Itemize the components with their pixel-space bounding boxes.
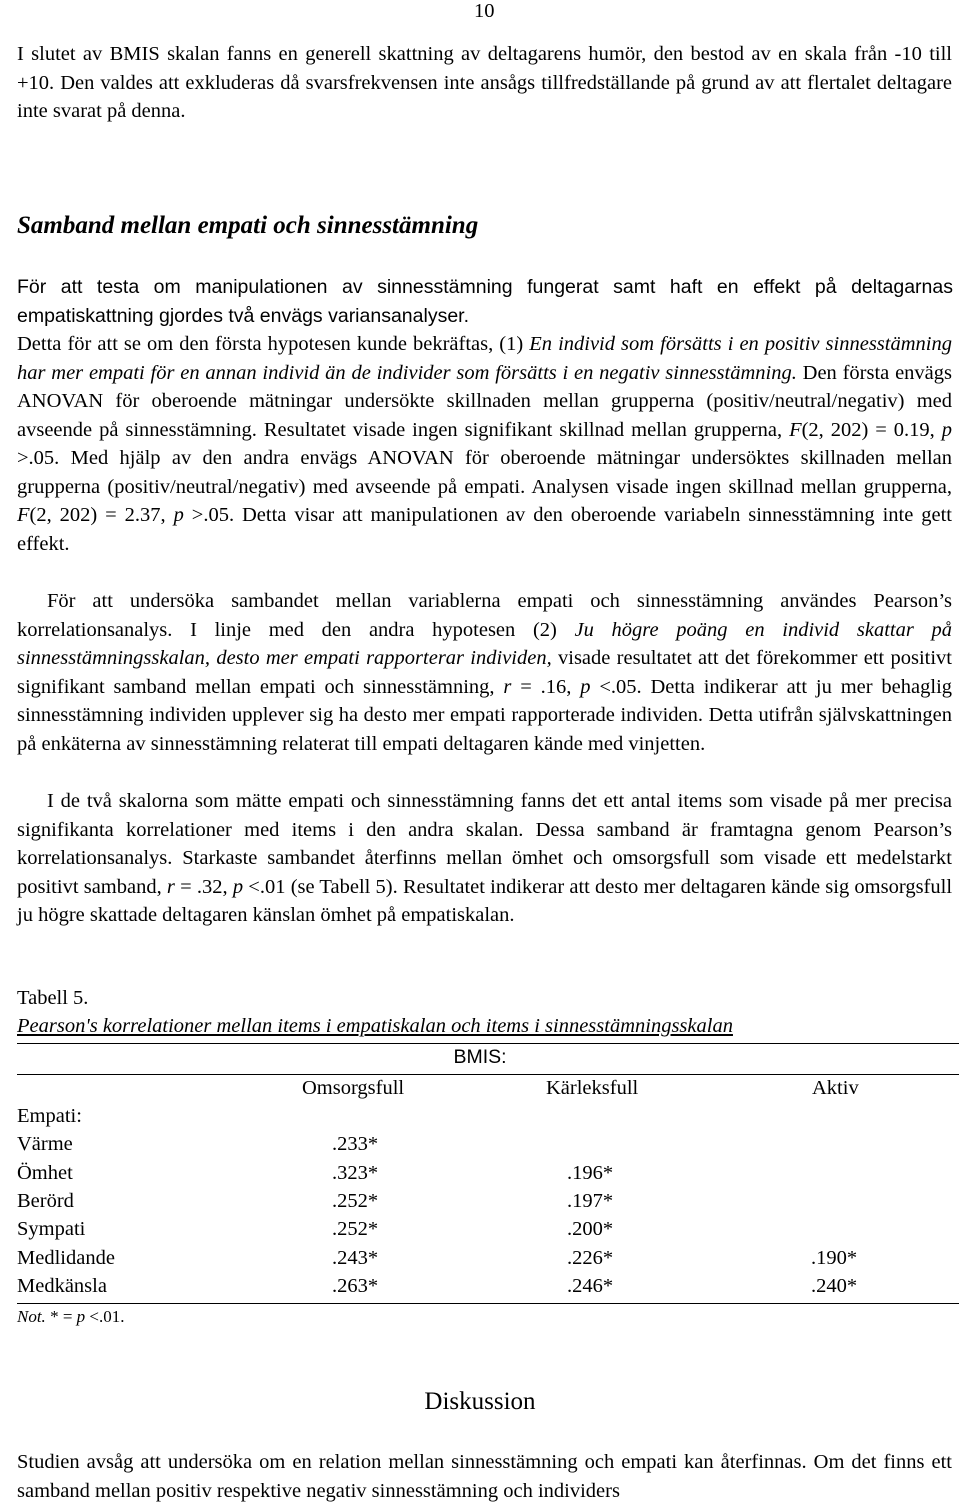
row-label: Ömhet xyxy=(17,1162,73,1184)
table-cell: .243* xyxy=(332,1247,379,1269)
para1-text-l: >.05. Detta visar att manipulationen av den oberoende variabeln sinnesstämning inte gett effekt. xyxy=(17,504,952,555)
section-heading: Samband mellan empati och sinnesstämning xyxy=(17,212,479,239)
table-group-header: BMIS: xyxy=(453,1046,507,1068)
table-cell: .196* xyxy=(567,1162,614,1184)
discussion-heading: Diskussion xyxy=(424,1388,536,1415)
stat-r-value: = .32, xyxy=(174,875,233,898)
para1-text-h: >.05. Med hjälp av den andra envägs ANOVAN för oberoende mätningar undersöktes skillnaden mellan grupperna (positiv/neutral/negativ) med avseende på empati. Analysen visade ingen skillnad mellan grupperna, xyxy=(17,447,952,498)
page-number: 10 xyxy=(474,0,495,22)
row-group-label: Empati: xyxy=(17,1105,82,1127)
column-header: Aktiv xyxy=(812,1077,859,1099)
table-cell: .252* xyxy=(332,1218,379,1240)
hypothesis-2: Ju högre poäng en individ skattar på sinnesstämningsskalan, desto mer empati rapporterar individen, xyxy=(17,618,952,669)
table-cell: .200* xyxy=(567,1218,614,1240)
para3-text-a: I de två skalorna som mätte empati och sinnesstämning fanns det ett antal items som visade på mer precisa signifikanta korrelationer med items i den andra skalan. Dessa samband är framtagna genom Pearson’s korrelationsanalys. Starkaste sambandet återfinns mellan ömhet och omsorgsfull som visade ett medelstarkt positivt samband, xyxy=(17,790,952,898)
table-top-rule xyxy=(17,1043,959,1044)
table-cell: .190* xyxy=(811,1247,858,1269)
column-header: Kärleksfull xyxy=(546,1077,639,1099)
row-label: Berörd xyxy=(17,1190,74,1212)
results-paragraph-1-cont xyxy=(17,330,952,558)
table-note xyxy=(17,1307,125,1327)
stat-r-symbol: r xyxy=(166,875,175,898)
hypothesis-1: En individ som försätts i en positiv sinnesstämning har mer empati för en annan individ än de individer som försätts i en negativ sinnesstämning. xyxy=(17,333,952,384)
column-header: Omsorgsfull xyxy=(302,1077,405,1099)
table-caption: Pearson's korrelationer mellan items i empatiskalan och items i sinnesstämningsskalan xyxy=(17,1015,733,1037)
para1-text-d: Den första envägs ANOVAN för oberoende mätningar undersökte skillnaden mellan grupperna (positiv/neutral/negativ) med avseende på sinnesstämning. Resultatet visade ingen signifikant skillnad mellan grupperna, xyxy=(17,361,952,441)
para2-text-a: För att undersöka sambandet mellan variablerna empati och sinnesstämning användes Pearson’s korrelationsanalys. I linje med den andra hypotesen (2) xyxy=(17,590,952,641)
table-cell: .263* xyxy=(332,1275,379,1297)
para1-text-b: Detta för att se om den första hypotesen kunde bekräftas, (1) xyxy=(17,333,530,355)
table-cell: .233* xyxy=(332,1133,379,1155)
row-label: Sympati xyxy=(17,1218,86,1240)
para2-text-c: visade resultatet att det förekommer ett positivt signifikant samband mellan empati och sinnesstämning, xyxy=(17,647,952,698)
stat-p-symbol: p xyxy=(580,675,591,698)
table-cell: .240* xyxy=(811,1275,858,1297)
table-cell: .226* xyxy=(567,1247,614,1269)
stat-p-symbol: p xyxy=(232,875,244,898)
para1-opening: För att testa om manipulationen av sinnesstämning fungerat samt haft en effekt på deltagarnas empatiskattning gjordes två envägs variansanalyser. xyxy=(17,276,953,327)
stat-p-symbol: p xyxy=(173,504,184,526)
table-header-rule xyxy=(17,1074,959,1075)
stat-f-value: (2, 202) = 2.37, xyxy=(29,504,174,526)
stat-r-symbol: r xyxy=(503,675,512,698)
para3-text-e: <.01 (se Tabell 5). Resultatet indikerar att desto mer deltagaren kände sig omsorgsfull ju högre skattade deltagaren känslan ömhet på empatiskalan. xyxy=(17,875,953,926)
table-cell: .323* xyxy=(332,1162,379,1184)
row-label: Medkänsla xyxy=(17,1275,107,1297)
results-paragraph-1 xyxy=(17,273,953,330)
note-prefix: Not. xyxy=(17,1307,46,1326)
table-cell: .252* xyxy=(332,1190,379,1212)
row-label: Värme xyxy=(17,1133,73,1155)
discussion-paragraph: Studien avsåg att undersöka om en relation mellan sinnesstämning och empati kan återfinnas. Om det finns ett samband mellan positiv respektive negativ sinnesstämning och individers xyxy=(17,1451,952,1502)
intro-paragraph: I slutet av BMIS skalan fanns en generell skattning av deltagarens humör, den bestod av en skala från -10 till +10. Den valdes att exkluderas då svarsfrekvensen inte ansågs tillfredställande på grund av att flertalet deltagare inte svarat på denna. xyxy=(17,43,952,122)
table-label: Tabell 5. xyxy=(17,987,89,1009)
results-paragraph-3 xyxy=(17,787,952,930)
stat-p-symbol: p xyxy=(76,1307,86,1326)
note-text: * = xyxy=(45,1307,77,1326)
stat-p-symbol: p xyxy=(941,418,953,441)
results-paragraph-2 xyxy=(17,587,952,758)
stat-f-symbol: F xyxy=(789,418,802,441)
table-cell: .197* xyxy=(567,1190,614,1212)
stat-f-symbol: F xyxy=(17,504,30,526)
stat-f-value: (2, 202) = 0.19, xyxy=(801,418,942,441)
table-cell: .246* xyxy=(567,1275,614,1297)
table-bottom-rule xyxy=(17,1303,959,1304)
para2-text-g: <.05. Detta indikerar att ju mer behaglig sinnesstämning individen upplever sig ha desto mer empati rapporterade individen. Detta utifrån självskattningen på enkäterna av sinnesstämning relaterat till empati deltagaren kände med vinjetten. xyxy=(17,675,953,755)
stat-r-value: = .16, xyxy=(511,675,581,698)
row-label: Medlidande xyxy=(17,1247,115,1269)
note-text: <.01. xyxy=(85,1307,125,1326)
